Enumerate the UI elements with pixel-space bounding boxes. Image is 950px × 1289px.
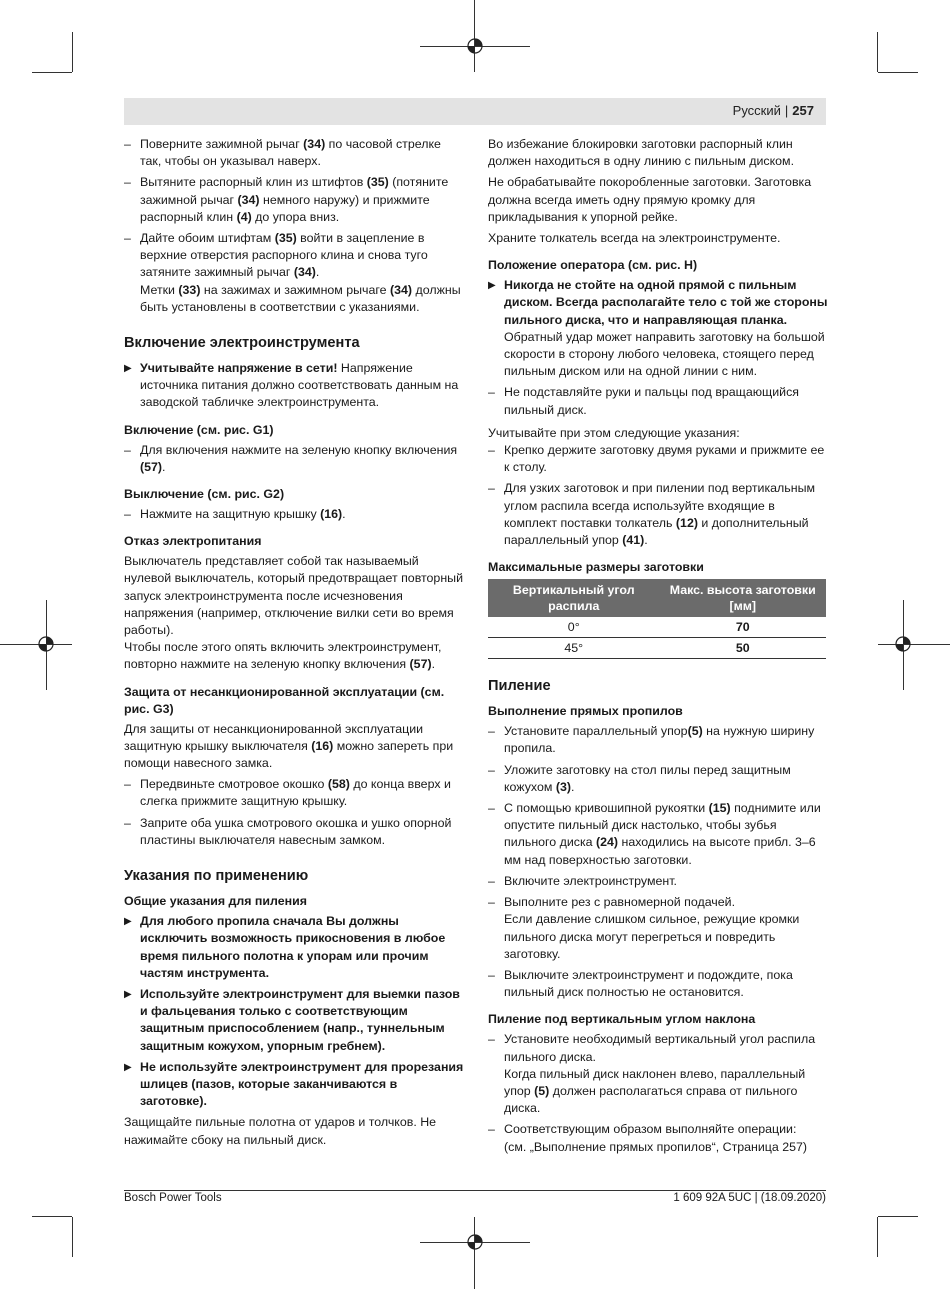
list-item: – Выключите электроинструмент и подождите, пока пильный диск полностью не остановится. — [488, 967, 828, 1001]
list-item: – Заприте оба ушка смотрового окошка и ушко опорной пластины выключателя навесным замком. — [124, 815, 464, 849]
right-column — [488, 136, 828, 1160]
paragraph: Выключатель представляет собой так называемый нулевой выключатель, который предотвращает повторный запуск электроинструмента после исчезновения напряжения (например, отключение вилки сети во время работы). — [124, 554, 463, 638]
list-item: – Поверните зажимной рычаг (34) по часовой стрелке так, чтобы он указывал наверх. — [124, 136, 464, 170]
list-item: – Установите параллельный упор(5) на нужную ширину пропила. — [488, 723, 828, 757]
page-number: 257 — [792, 103, 814, 118]
subheading: Отказ электропитания — [124, 534, 262, 549]
subheading: Включение (см. рис. G1) — [124, 422, 274, 437]
cross-reference: (см. „Выполнение прямых пропилов“, Страница 257) — [504, 1139, 808, 1154]
marks-note: Метки (33) на зажимах и зажимном рычаге (34) должны быть установлены в соответствии с указаниями. — [140, 282, 461, 314]
list-item: – Соответствующим образом выполняйте операции: — [488, 1121, 828, 1138]
warning-item: ▶ Учитывайте напряжение в сети! Напряжение источника питания должно соответствовать данным на заводской табличке электроинструмента. — [124, 360, 464, 412]
paragraph: Чтобы после этого опять включить электроинструмент, повторно нажмите на зеленую кнопку включения (57). — [124, 640, 442, 672]
list-item: – Передвиньте смотровое окошко (58) до конца вверх и слегка прижмите защитную крышку. — [124, 776, 464, 810]
table-cell: 0° — [488, 617, 659, 638]
footer-divider — [124, 1190, 826, 1191]
warning-item: ▶ Для любого пропила сначала Вы должны исключить возможность прикосновения в любое время пильного полотна к упорам или прочим частям инструмента. — [124, 913, 464, 982]
warning-item: ▶ Используйте электроинструмент для выемки пазов и фальцевания только с соответствующим защитным приспособлением (напр., туннельным защитным кожухом, упорным гребнем). — [124, 986, 464, 1055]
subheading: Выполнение прямых пропилов — [488, 704, 683, 719]
table-cell: 50 — [659, 638, 826, 659]
table-row — [488, 617, 826, 638]
section-heading: Включение электроинструмента — [124, 335, 360, 352]
paragraph: Во избежание блокировки заготовки распорный клин должен находиться в одну линию с пильным диском. — [488, 137, 795, 169]
list-item: – Выполните рез с равномерной подачей. — [488, 894, 828, 911]
registration-target-icon — [464, 35, 486, 57]
crop-mark — [32, 72, 72, 73]
crop-mark — [474, 1217, 475, 1289]
table-header: Вертикальный угол распила — [488, 579, 659, 617]
registration-target-icon — [35, 633, 57, 655]
list-item: – Для включения нажмите на зеленую кнопку включения (57). — [124, 442, 464, 476]
paragraph: Когда пильный диск наклонен влево, параллельный упор (5) должен располагаться справа от пильного диска. — [504, 1066, 806, 1116]
paragraph: Если давление слишком сильное, режущие кромки пильного диска могут перегреться и повредить заготовку. — [504, 912, 800, 961]
list-item: – Вытяните распорный клин из штифтов (35) (потяните зажимной рычаг (34) немного наружу) и прижмите распорный клин (4) до упора вниз. — [124, 174, 464, 226]
crop-mark — [72, 32, 73, 72]
footer-brand: Bosch Power Tools — [124, 1192, 222, 1204]
table-cell: 70 — [659, 617, 826, 638]
table-cell: 45° — [488, 638, 659, 659]
paragraph: Для защиты от несанкционированной эксплуатации защитную крышку выключателя (16) можно запереть при помощи навесного замка. — [124, 721, 454, 771]
footer-doc-number: 1 609 92A 5UC | (18.09.2020) — [673, 1192, 826, 1204]
header-text — [733, 103, 814, 118]
paragraph: Учитывайте при этом следующие указания: — [488, 425, 740, 440]
paragraph: Обратный удар может направить заготовку на большой скорости в сторону любого человека, стоящего перед пильным диском или на одной линии с ним. — [504, 329, 825, 379]
left-column — [124, 136, 464, 1153]
paragraph: Храните толкатель всегда на электроинструменте. — [488, 231, 781, 246]
list-item: – Нажмите на защитную крышку (16). — [124, 506, 464, 523]
warning-item: ▶ Не используйте электроинструмент для прорезания шлицев (пазов, которые заканчиваются в заготовке). — [124, 1059, 464, 1111]
list-item: – Включите электроинструмент. — [488, 873, 828, 890]
section-heading: Пиление — [488, 678, 551, 695]
table-row — [488, 638, 826, 659]
subheading: Общие указания для пиления — [124, 894, 307, 909]
header-language: Русский — [732, 103, 781, 118]
subheading: Выключение (см. рис. G2) — [124, 487, 285, 502]
crop-mark — [72, 1217, 73, 1257]
list-item: – С помощью кривошипной рукоятки (15) поднимите или опустите пильный диск настолько, чтобы зубья пильного диска (24) находились на высоте прибл. 3–6 мм над поверхностью заготовки. — [488, 800, 828, 869]
subheading: Защита от несанкционированной эксплуатации (см. рис. G3) — [124, 684, 445, 716]
list-item: – Для узких заготовок и при пилении под вертикальным углом распила всегда используйте входящие в комплект поставки толкатель (12) и дополнительный параллельный упор (41). — [488, 480, 828, 549]
crop-mark — [877, 1217, 878, 1257]
subheading: Пиление под вертикальным углом наклона — [488, 1012, 756, 1027]
list-item: – Не подставляйте руки и пальцы под вращающийся пильный диск. — [488, 384, 828, 418]
list-item: – Уложите заготовку на стол пилы перед защитным кожухом (3). — [488, 762, 828, 796]
paragraph: Защищайте пильные полотна от ударов и толчков. Не нажимайте сбоку на пильный диск. — [124, 1115, 437, 1147]
table-header: Макс. высота заготовки [мм] — [659, 579, 826, 617]
workpiece-size-table — [488, 579, 826, 659]
section-heading: Указания по применению — [124, 868, 309, 885]
page-header — [124, 98, 826, 125]
crop-mark — [878, 72, 918, 73]
crop-mark — [878, 644, 950, 645]
subheading: Максимальные размеры заготовки — [488, 560, 704, 575]
subheading: Положение оператора (см. рис. H) — [488, 258, 698, 273]
crop-mark — [32, 1216, 72, 1217]
list-item: – Крепко держите заготовку двумя руками и прижмите ее к столу. — [488, 442, 828, 476]
crop-mark — [878, 1216, 918, 1217]
warning-item: ▶ Никогда не стойте на одной прямой с пильным диском. Всегда располагайте тело с той же стороны пильного диска, что и направляющая планка. — [488, 277, 828, 329]
paragraph: Не обрабатывайте покоробленные заготовки. Заготовка должна всегда иметь одну прямую кромку для прикладывания к упорной рейке. — [488, 175, 812, 224]
registration-target-icon — [464, 1231, 486, 1253]
header-separator: | — [784, 103, 789, 118]
crop-mark — [877, 32, 878, 72]
registration-target-icon — [892, 633, 914, 655]
list-item: – Установите необходимый вертикальный угол распила пильного диска. — [488, 1031, 828, 1065]
list-item: – Дайте обоим штифтам (35) войти в зацепление в верхние отверстия распорного клина и снова туго затяните зажимный рычаг (34). — [124, 230, 464, 282]
